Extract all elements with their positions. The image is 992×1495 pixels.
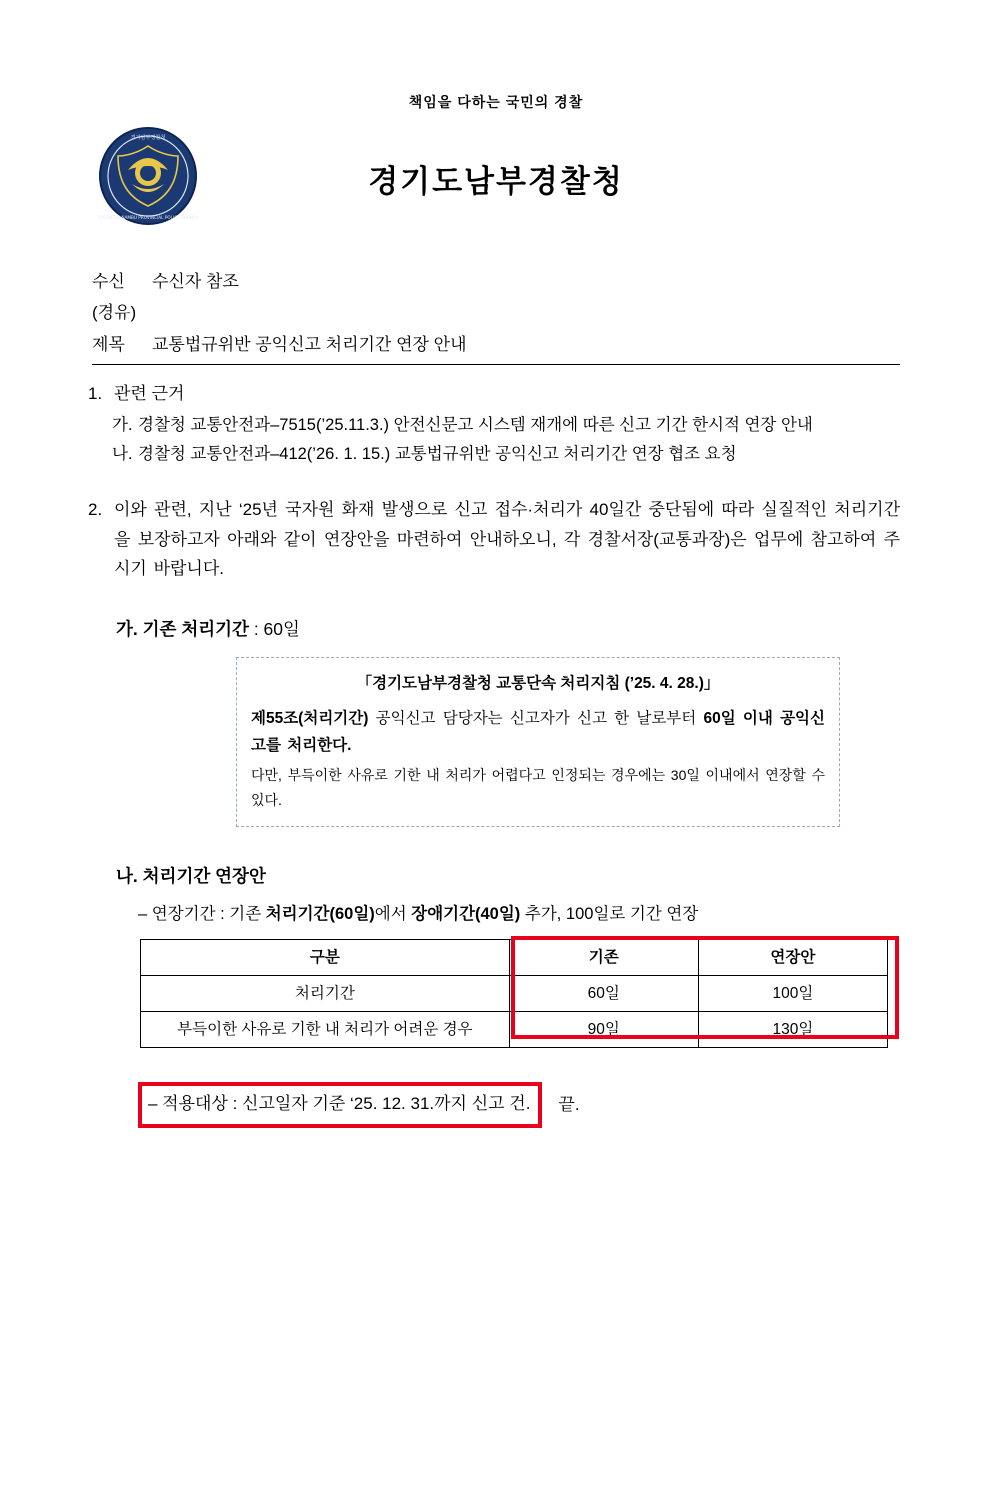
addressing-block [92, 266, 900, 365]
extension-prefix: – 연장기간 : 기존 [138, 904, 266, 923]
regulation-quote-box [236, 657, 840, 827]
item-ga-heading [116, 614, 900, 645]
section-2-marker: 2. [88, 499, 103, 519]
item-na-marker: 나. [116, 866, 138, 887]
section-1-items [112, 411, 900, 469]
quote-article-number: 제55조(처리기간) [251, 709, 369, 727]
item-na-heading [116, 861, 900, 892]
slogan-text: 책임을 다하는 국민의 경찰 [408, 94, 584, 110]
recipient-label: 수신 [92, 272, 125, 291]
section-1-marker: 1. [88, 384, 103, 404]
document-page [0, 92, 992, 1495]
quote-line-1-middle: 공익신고 담당자는 신고자가 신고 한 날로부터 [368, 709, 704, 727]
quote-line-1 [251, 705, 825, 759]
recipient-line [92, 266, 900, 297]
table-row [141, 1011, 888, 1047]
section-1-item-na-marker: 나. [112, 444, 133, 463]
section-1-item-ga [112, 411, 900, 440]
extension-outage-period: 장애기간(40일) [411, 904, 521, 923]
subject-label: 제목 [92, 334, 125, 354]
quote-line-1-emphasis: 60일 이내 공익신고를 처리한다. [251, 709, 825, 754]
table-header-extended: 연장안 [698, 939, 887, 975]
police-emblem-icon [98, 126, 198, 226]
quote-title: 「경기도남부경찰청 교통단속 처리지침 (’25. 4. 28.)」 [356, 674, 720, 692]
section-2 [88, 495, 900, 584]
via-line: (경유) [92, 303, 137, 323]
row-1-category: 처리기간 [141, 975, 510, 1011]
item-ga-marker: 가. [116, 619, 138, 640]
row-1-extended: 100일 [698, 975, 887, 1011]
row-2-extended: 130일 [698, 1011, 887, 1047]
item-ga-value: : 60일 [253, 619, 300, 640]
section-1-title: 관련 근거 [114, 384, 185, 404]
extension-original-period: 처리기간(60일) [265, 904, 375, 923]
organization-header [0, 126, 992, 226]
row-2-category: 부득이한 사유로 기한 내 처리가 어려운 경우 [141, 1011, 510, 1047]
table-header-row [141, 939, 888, 975]
quote-line-2: 다만, 부득이한 사유로 기한 내 처리가 어렵다고 인정되는 경우에는 30일 이내에서 연장할 수 있다. [251, 767, 825, 808]
organization-title: 경기도남부경찰청 [368, 164, 624, 199]
apply-target-highlight: – 적용대상 : 신고일자 기준 ‘25. 12. 31.까지 신고 건. [138, 1082, 542, 1128]
section-1-item-ga-marker: 가. [112, 416, 133, 435]
section-2-text: 이와 관련, 지난 ‘25년 국자원 화재 발생으로 신고 접수·처리가 40일간 중단됨에 따라 실질적인 처리기간을 보장하고자 아래와 같이 연장안을 마련하여 안내하오니, 각 경찰서장(교통과장)은 업무에 참고하여 주시기 바랍니다. [114, 499, 900, 579]
subject-line [92, 329, 900, 365]
svg-text:GYEONGGI NAMBU PROVINCIAL POLI: GYEONGGI NAMBU PROVINCIAL POLICE AGENCY [98, 215, 198, 220]
section-1-item-ga-text: 경찰청 교통안전과–7515(’25.11.3.) 안전신문고 시스템 재개에 따른 신고 기간 한시적 연장 안내 [138, 416, 813, 435]
extension-tail: 추가, 100일로 기간 연장 [520, 904, 699, 923]
table-header-category: 구분 [141, 939, 510, 975]
apply-target-line [138, 1082, 900, 1128]
extension-middle: 에서 [374, 904, 412, 923]
svg-text:경기남부경찰청: 경기남부경찰청 [130, 135, 166, 141]
item-ga-title: 기존 처리기간 [142, 619, 249, 640]
row-2-existing: 90일 [509, 1011, 698, 1047]
comparison-table-wrap [140, 939, 892, 1048]
extension-period-line [138, 900, 900, 929]
row-1-existing: 60일 [509, 975, 698, 1011]
document-end-mark: 끝. [558, 1094, 580, 1114]
subject-value: 교통법규위반 공익신고 처리기간 연장 안내 [152, 334, 467, 354]
table-header-existing: 기존 [509, 939, 698, 975]
item-na-title: 처리기간 연장안 [142, 866, 266, 887]
section-1 [88, 379, 900, 409]
table-row [141, 975, 888, 1011]
document-body [88, 379, 900, 1127]
section-1-item-na-text: 경찰청 교통안전과–412(’26. 1. 15.) 교통법규위반 공익신고 처리기간 연장 협조 요청 [138, 444, 737, 463]
comparison-table [140, 939, 888, 1048]
section-1-item-na [112, 440, 900, 469]
recipient-value: 수신자 참조 [152, 272, 239, 291]
